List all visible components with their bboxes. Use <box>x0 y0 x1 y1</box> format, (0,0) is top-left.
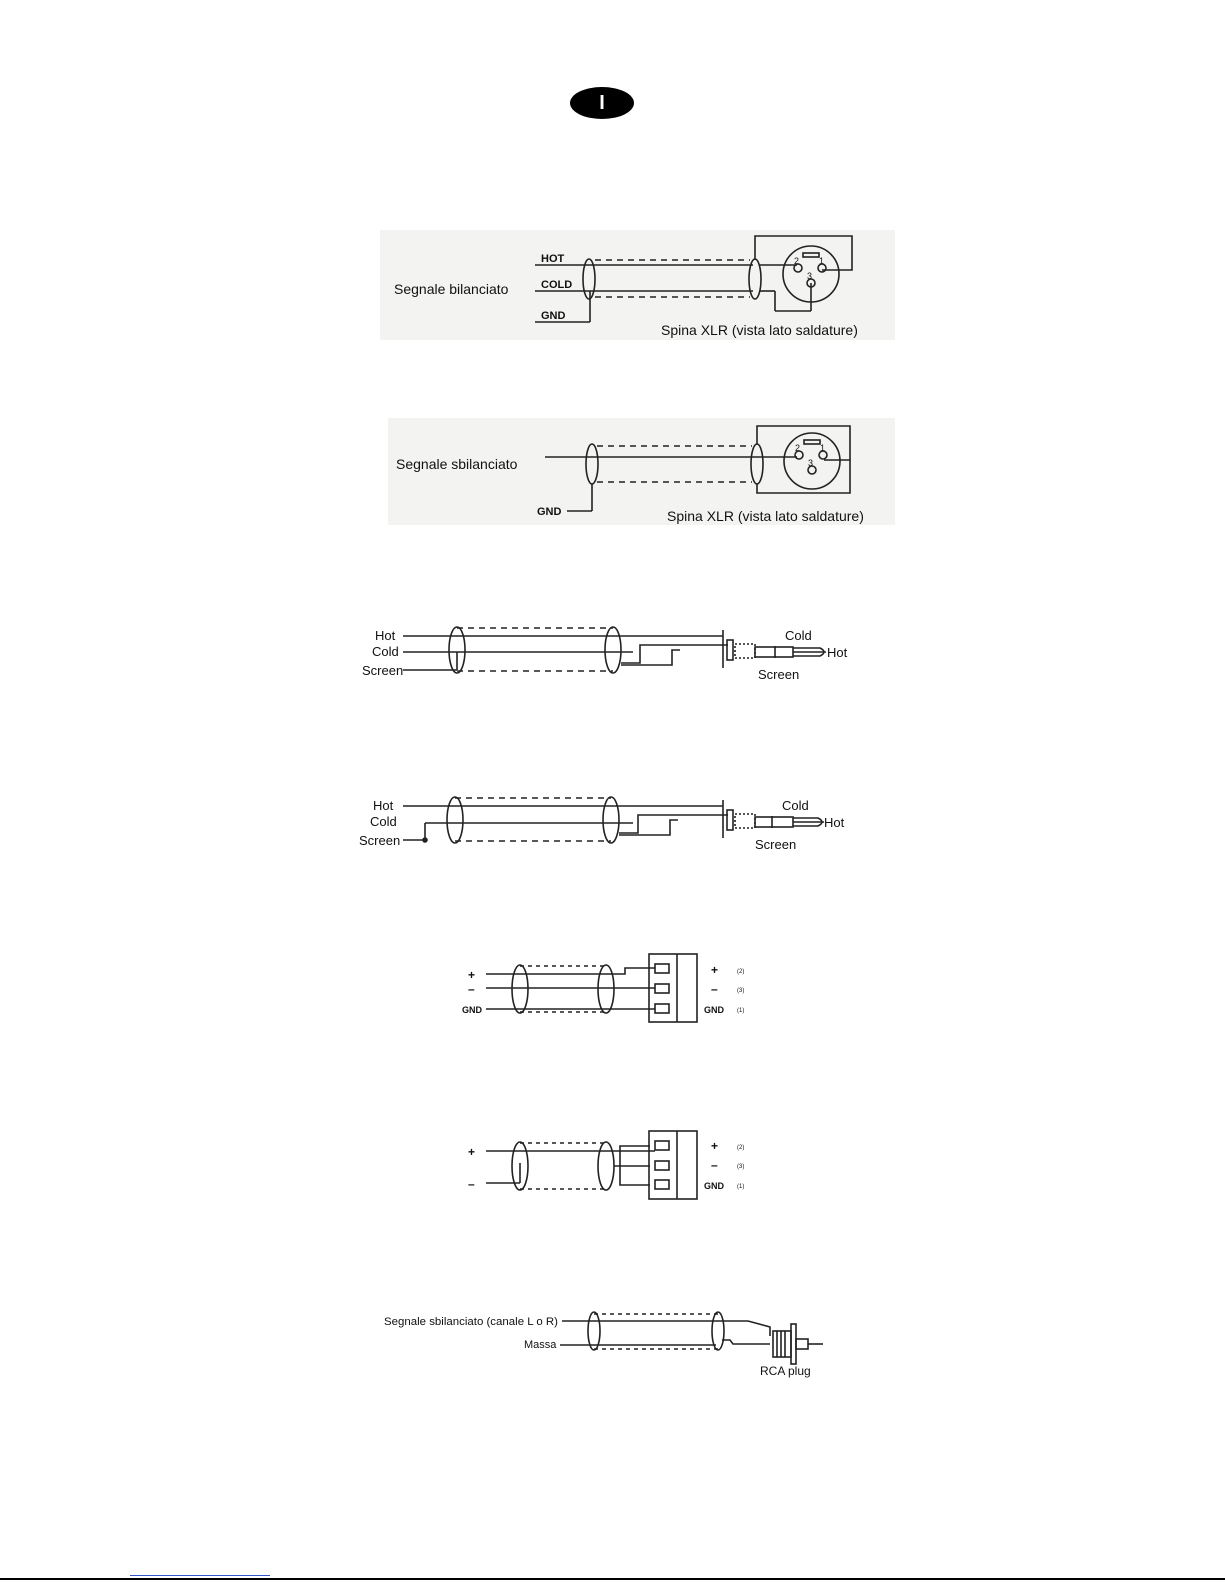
d3-plug-cold: Cold <box>785 628 812 643</box>
d4-screen-label: Screen <box>359 833 401 848</box>
footer-rule <box>0 1578 1225 1580</box>
d3-cold-label: Cold <box>372 644 399 659</box>
d6-term-plus: + <box>711 1139 719 1153</box>
d5-num2: (2) <box>737 969 745 975</box>
d5-num1: (1) <box>737 1008 745 1014</box>
d4-cold-label: Cold <box>370 814 397 829</box>
d5-minus-label: – <box>468 982 475 996</box>
diagram-xlr-unbalanced <box>545 426 850 511</box>
d4-plug-cold: Cold <box>782 798 809 813</box>
d6-num2: (2) <box>737 1145 745 1151</box>
d7-signal-label: Segnale sbilanciato (canale L o R) <box>384 1316 558 1328</box>
d5-term-minus: – <box>711 982 718 996</box>
d5-plus-label: + <box>468 968 476 982</box>
d5-term-plus: + <box>711 963 719 977</box>
d1-gnd-label: GND <box>541 310 566 322</box>
d1-pin3: 3 <box>807 271 813 281</box>
d1-connector-label: Spina XLR (vista lato saldature) <box>661 322 858 338</box>
d6-minus-label: – <box>468 1177 475 1191</box>
d3-screen-label: Screen <box>362 663 404 678</box>
d4-plug-screen: Screen <box>755 837 797 852</box>
d2-pin2: 2 <box>795 443 801 453</box>
d3-plug-hot: Hot <box>827 645 848 660</box>
d6-num1: (1) <box>737 1184 745 1190</box>
d3-plug-screen: Screen <box>758 667 800 682</box>
d5-term-gnd: GND <box>704 1005 724 1015</box>
d6-plus-label: + <box>468 1145 476 1159</box>
d1-pin1: 1 <box>819 256 825 266</box>
d1-hot-label: HOT <box>541 253 565 265</box>
d2-gnd-label: GND <box>537 506 562 518</box>
footer-link-underline <box>130 1575 270 1576</box>
d3-hot-label: Hot <box>375 628 396 643</box>
d2-title: Segnale sbilanciato <box>396 456 518 472</box>
d6-term-gnd: GND <box>704 1181 724 1191</box>
d1-title: Segnale bilanciato <box>394 281 509 297</box>
d1-pin2: 2 <box>794 256 800 266</box>
d2-connector-label: Spina XLR (vista lato saldature) <box>667 508 864 524</box>
d6-term-minus: – <box>711 1158 718 1172</box>
language-badge: I <box>570 87 634 119</box>
d4-hot-label: Hot <box>373 798 394 813</box>
d7-plug-label: RCA plug <box>760 1364 811 1378</box>
d4-plug-hot: Hot <box>824 815 845 830</box>
d2-pin3: 3 <box>808 458 814 468</box>
d5-num3: (3) <box>737 988 745 994</box>
diagram-terminal-unbalanced <box>486 1131 697 1199</box>
diagram-rca <box>560 1312 823 1364</box>
d1-cold-label: COLD <box>541 279 573 291</box>
d6-num3: (3) <box>737 1164 745 1170</box>
d7-ground-label: Massa <box>524 1339 557 1351</box>
d5-gnd-label: GND <box>462 1005 482 1015</box>
diagram-xlr-balanced <box>535 236 852 322</box>
diagram-terminal-balanced <box>486 954 697 1022</box>
d2-pin1: 1 <box>820 443 826 453</box>
